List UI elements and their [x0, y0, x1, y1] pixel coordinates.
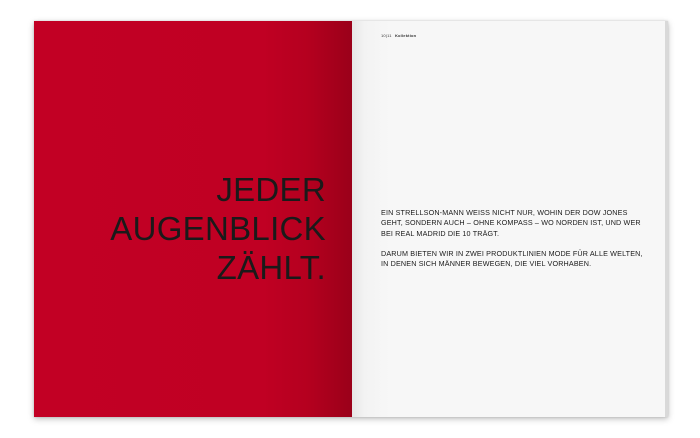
headline-line-2: AUGENBLICK [110, 210, 326, 247]
headline [110, 170, 326, 287]
magazine-spread [34, 21, 668, 417]
page-edge [665, 21, 668, 417]
body-text [381, 208, 651, 279]
headline-line-3: ZÄHLT. [216, 249, 326, 286]
section-title: Kollektion [394, 33, 417, 38]
headline-line-1: JEDER [216, 171, 326, 208]
page-numbers: 10|11 [381, 33, 392, 38]
paragraph-2: DARUM BIETEN WIR IN ZWEI PRODUKTLINIEN MODE FÜR ALLE WELTEN, IN DENEN SICH MÄNNER BEWEGEN, DIE VIEL VORHABEN. [381, 248, 643, 269]
running-head [381, 33, 416, 38]
left-page [34, 21, 352, 417]
paragraph-1: EIN STRELLSON-MANN WEISS NICHT NUR, WOHIN DER DOW JONES GEHT, SONDERN AUCH – OHNE KOMPASS – WO NORDEN IST, UND WER BEI REAL MADRID DIE 10 TRÄGT. [381, 208, 641, 238]
right-page [352, 21, 668, 417]
